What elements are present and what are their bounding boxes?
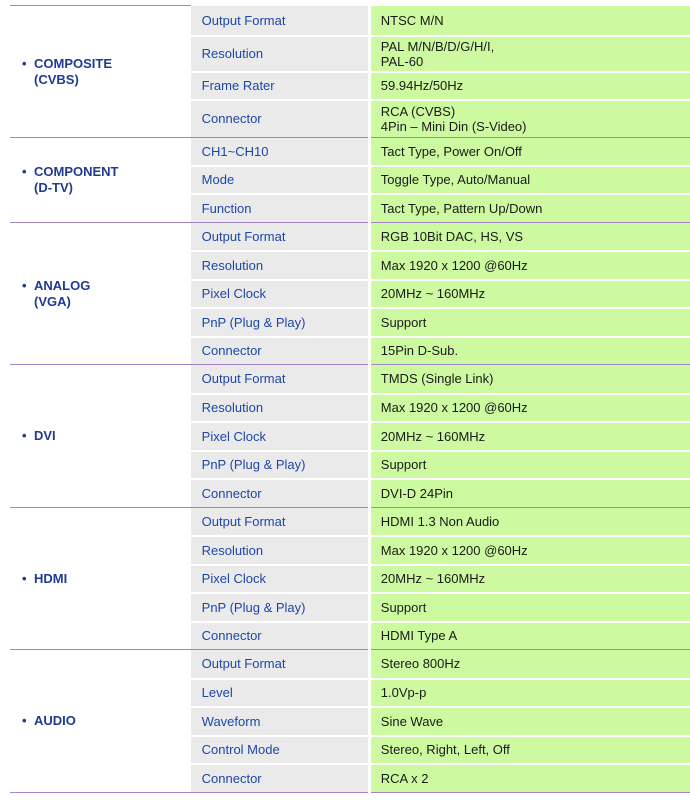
bullet-icon: • [22, 164, 27, 179]
section-dvi-cell [10, 365, 191, 508]
section-header [10, 428, 191, 444]
section-title: AUDIO [34, 713, 76, 728]
spec-value: Max 1920 x 1200 @60Hz [369, 251, 690, 280]
spec-label: PnP (Plug & Play) [191, 451, 370, 479]
spec-value: HDMI 1.3 Non Audio [369, 508, 690, 536]
bullet-icon: • [22, 55, 27, 71]
spec-value: RGB 10Bit DAC, HS, VS [369, 223, 690, 251]
spec-label: Resolution [191, 536, 370, 565]
spec-value: Support [369, 593, 690, 622]
spec-label: CH1~CH10 [191, 138, 370, 166]
section-analog-cell [10, 223, 191, 365]
spec-value: NTSC M/N [369, 6, 690, 36]
spec-label: PnP (Plug & Play) [191, 308, 370, 337]
spec-row [10, 138, 690, 166]
section-header [10, 571, 191, 587]
spec-label: Control Mode [191, 736, 370, 764]
spec-label: Connector [191, 479, 370, 508]
spec-value: Support [369, 451, 690, 479]
spec-label: Output Format [191, 650, 370, 679]
spec-value: DVI-D 24Pin [369, 479, 690, 508]
spec-label: Resolution [191, 394, 370, 422]
bullet-icon: • [22, 277, 27, 293]
spec-value: Stereo 800Hz [369, 650, 690, 679]
spec-label: Connector [191, 622, 370, 650]
spec-label: Connector [191, 764, 370, 793]
spec-value: Toggle Type, Auto/Manual [369, 166, 690, 194]
spec-value: Tact Type, Power On/Off [369, 138, 690, 166]
bullet-icon: • [22, 713, 27, 728]
spec-label: Level [191, 679, 370, 707]
spec-value: Sine Wave [369, 707, 690, 736]
spec-value: Stereo, Right, Left, Off [369, 736, 690, 764]
section-title: DVI [34, 428, 56, 443]
spec-value: 1.0Vp-p [369, 679, 690, 707]
bullet-icon: • [22, 428, 27, 443]
spec-label: Resolution [191, 251, 370, 280]
spec-label: Output Format [191, 6, 370, 36]
spec-value: 59.94Hz/50Hz [369, 72, 690, 100]
spec-label: Frame Rater [191, 72, 370, 100]
spec-value: 20MHz ~ 160MHz [369, 422, 690, 451]
section-hdmi-cell [10, 508, 191, 650]
spec-label: Resolution [191, 36, 370, 72]
spec-value: TMDS (Single Link) [369, 365, 690, 394]
spec-label: Waveform [191, 707, 370, 736]
section-header [10, 164, 191, 196]
spec-value: HDMI Type A [369, 622, 690, 650]
spec-value: RCA x 2 [369, 764, 690, 793]
spec-label: Pixel Clock [191, 280, 370, 308]
spec-value: Tact Type, Pattern Up/Down [369, 194, 690, 223]
spec-label: Pixel Clock [191, 422, 370, 451]
section-title: ANALOG (VGA) [34, 277, 91, 309]
spec-label: Connector [191, 337, 370, 365]
spec-label: Pixel Clock [191, 565, 370, 593]
spec-table-body [10, 6, 690, 793]
spec-value: Max 1920 x 1200 @60Hz [369, 394, 690, 422]
spec-label: Output Format [191, 365, 370, 394]
spec-label: Connector [191, 100, 370, 138]
spec-row [10, 6, 690, 36]
section-header [10, 278, 191, 310]
section-audio-cell [10, 650, 191, 793]
bullet-icon: • [22, 570, 27, 586]
spec-label: Output Format [191, 223, 370, 251]
spec-value: 20MHz ~ 160MHz [369, 565, 690, 593]
spec-value: 20MHz ~ 160MHz [369, 280, 690, 308]
spec-value: Max 1920 x 1200 @60Hz [369, 536, 690, 565]
spec-label: Output Format [191, 508, 370, 536]
spec-row [10, 223, 690, 251]
spec-label: Function [191, 194, 370, 223]
spec-row [10, 365, 690, 394]
section-composite-cell [10, 6, 191, 138]
spec-value: Support [369, 308, 690, 337]
spec-row [10, 508, 690, 536]
section-header [10, 713, 191, 729]
spec-table [10, 5, 690, 793]
section-title: COMPONENT (D-TV) [34, 164, 119, 195]
spec-row [10, 650, 690, 679]
section-title: COMPOSITE (CVBS) [34, 55, 113, 87]
spec-value: 15Pin D-Sub. [369, 337, 690, 365]
section-header [10, 56, 191, 88]
spec-value: PAL M/N/B/D/G/H/I, PAL-60 [369, 36, 690, 72]
spec-label: Mode [191, 166, 370, 194]
spec-value: RCA (CVBS) 4Pin – Mini Din (S-Video) [369, 100, 690, 138]
section-component-cell [10, 138, 191, 223]
spec-label: PnP (Plug & Play) [191, 593, 370, 622]
section-title: HDMI [34, 570, 68, 586]
